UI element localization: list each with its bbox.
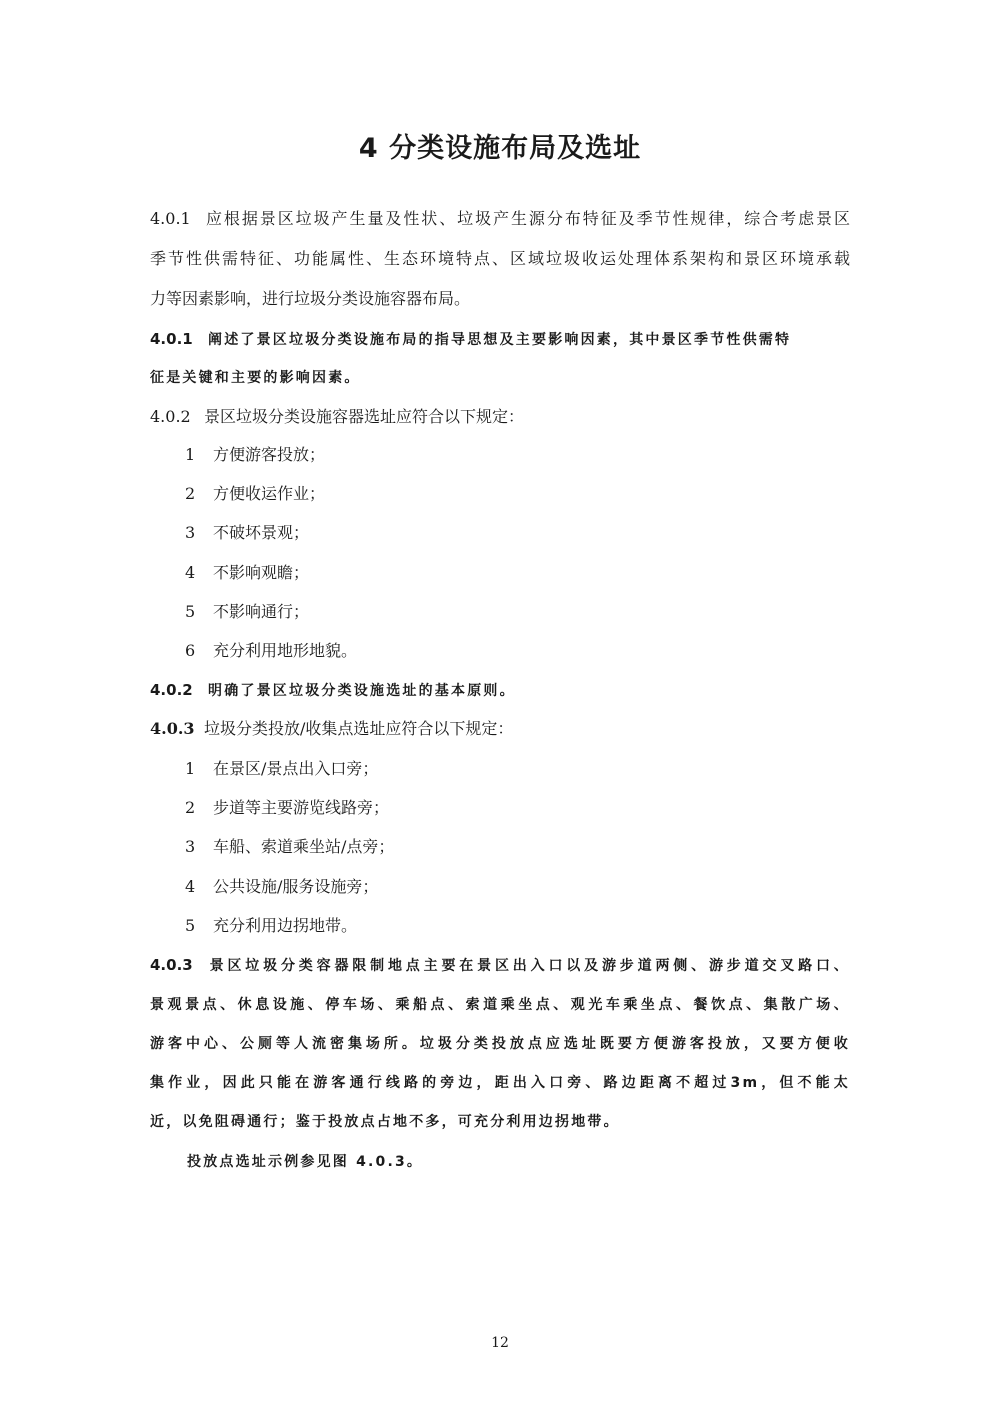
clause-text: 力等因素影响，进行垃圾分类设施容器布局。 bbox=[150, 289, 471, 308]
clause-4-0-1-line-1 bbox=[150, 209, 850, 229]
list-item-number: 3 bbox=[185, 523, 196, 542]
note-text: 明确了景区垃圾分类设施选址的基本原则。 bbox=[208, 683, 516, 699]
clause-number: 4.0.1 bbox=[150, 209, 191, 228]
list-item-text: 在景区/景点出入口旁； bbox=[213, 759, 379, 778]
note-text: 近，以免阻碍通行；鉴于投放点占地不多，可充分利用边拐地带。 bbox=[150, 1114, 620, 1130]
list-item-text: 步道等主要游览线路旁； bbox=[213, 798, 390, 817]
list-item-number: 6 bbox=[185, 641, 196, 660]
note-4-0-1-line-2 bbox=[150, 368, 850, 388]
list-item-text: 充分利用地形地貌。 bbox=[213, 641, 358, 660]
list-item-number: 5 bbox=[185, 916, 196, 935]
list-item bbox=[185, 602, 885, 622]
list-item bbox=[185, 877, 885, 897]
list-item-number: 3 bbox=[185, 837, 196, 856]
note-text: 投放点选址示例参见图 4.0.3。 bbox=[187, 1154, 424, 1170]
note-text: 征是关键和主要的影响因素。 bbox=[150, 370, 361, 386]
list-item bbox=[185, 916, 885, 936]
note-number: 4.0.1 bbox=[150, 330, 193, 348]
clause-4-0-1-line-2 bbox=[150, 249, 850, 269]
note-text: 阐述了景区垃圾分类设施布局的指导思想及主要影响因素，其中景区季节性供需特 bbox=[208, 332, 792, 348]
list-item-number: 1 bbox=[185, 759, 196, 778]
note-text: 景区垃圾分类容器限制地点主要在景区出入口以及游步道两侧、游步道交叉路口、 bbox=[208, 958, 850, 974]
list-item-number: 2 bbox=[185, 484, 196, 503]
note-4-0-3-line-3 bbox=[150, 1034, 850, 1054]
note-4-0-3-line-1 bbox=[150, 955, 850, 976]
note-4-0-1-line-1 bbox=[150, 329, 850, 350]
note-4-0-3-line-4 bbox=[150, 1073, 850, 1093]
clause-4-0-2 bbox=[150, 407, 850, 427]
clause-text: 应根据景区垃圾产生量及性状、垃圾产生源分布特征及季节性规律，综合考虑景区 bbox=[204, 209, 850, 228]
list-item bbox=[185, 798, 885, 818]
list-item-number: 1 bbox=[185, 445, 196, 464]
note-4-0-3-line-5 bbox=[150, 1112, 850, 1132]
list-item-text: 公共设施/服务设施旁； bbox=[213, 877, 379, 896]
note-text: 景观景点、休息设施、停车场、乘船点、索道乘坐点、观光车乘坐点、餐饮点、集散广场、 bbox=[150, 997, 850, 1013]
clause-number: 4.0.3 bbox=[150, 719, 195, 738]
clause-text: 季节性供需特征、功能属性、生态环境特点、区域垃圾收运处理体系架构和景区环境承载 bbox=[150, 249, 850, 268]
list-item bbox=[185, 523, 885, 543]
list-item-number: 4 bbox=[185, 563, 196, 582]
list-item-text: 方便收运作业； bbox=[213, 484, 326, 503]
list-item-number: 4 bbox=[185, 877, 196, 896]
chapter-title: 4 分类设施布局及选址 bbox=[358, 133, 642, 164]
note-4-0-3-line-2 bbox=[150, 995, 850, 1015]
note-4-0-2 bbox=[150, 680, 850, 701]
clause-number: 4.0.2 bbox=[150, 407, 191, 426]
clause-4-0-3 bbox=[150, 719, 850, 739]
note-number: 4.0.2 bbox=[150, 681, 193, 699]
clause-text: 景区垃圾分类设施容器选址应符合以下规定： bbox=[204, 407, 525, 426]
list-item bbox=[185, 641, 885, 661]
list-item bbox=[185, 837, 885, 857]
list-item bbox=[185, 484, 885, 504]
clause-4-0-1-line-3 bbox=[150, 289, 850, 309]
list-item bbox=[185, 759, 885, 779]
figure-reference bbox=[187, 1152, 887, 1172]
list-item-text: 充分利用边拐地带。 bbox=[213, 916, 358, 935]
list-item-text: 方便游客投放； bbox=[213, 445, 326, 464]
list-item-text: 不影响通行； bbox=[213, 602, 310, 621]
note-number: 4.0.3 bbox=[150, 956, 193, 974]
note-text: 游客中心、公厕等人流密集场所。垃圾分类投放点应选址既要方便游客投放，又要方便收 bbox=[150, 1036, 850, 1052]
list-item bbox=[185, 563, 885, 583]
list-item-text: 车船、索道乘坐站/点旁； bbox=[213, 837, 395, 856]
note-text: 集作业，因此只能在游客通行线路的旁边，距出入口旁、路边距离不超过3m，但不能太 bbox=[150, 1075, 850, 1091]
list-item-text: 不破坏景观； bbox=[213, 523, 310, 542]
list-item bbox=[185, 445, 885, 465]
list-item-number: 5 bbox=[185, 602, 196, 621]
clause-text: 垃圾分类投放/收集点选址应符合以下规定： bbox=[204, 719, 514, 738]
list-item-text: 不影响观瞻； bbox=[213, 563, 310, 582]
page-number: 12 bbox=[491, 1335, 509, 1351]
list-item-number: 2 bbox=[185, 798, 196, 817]
